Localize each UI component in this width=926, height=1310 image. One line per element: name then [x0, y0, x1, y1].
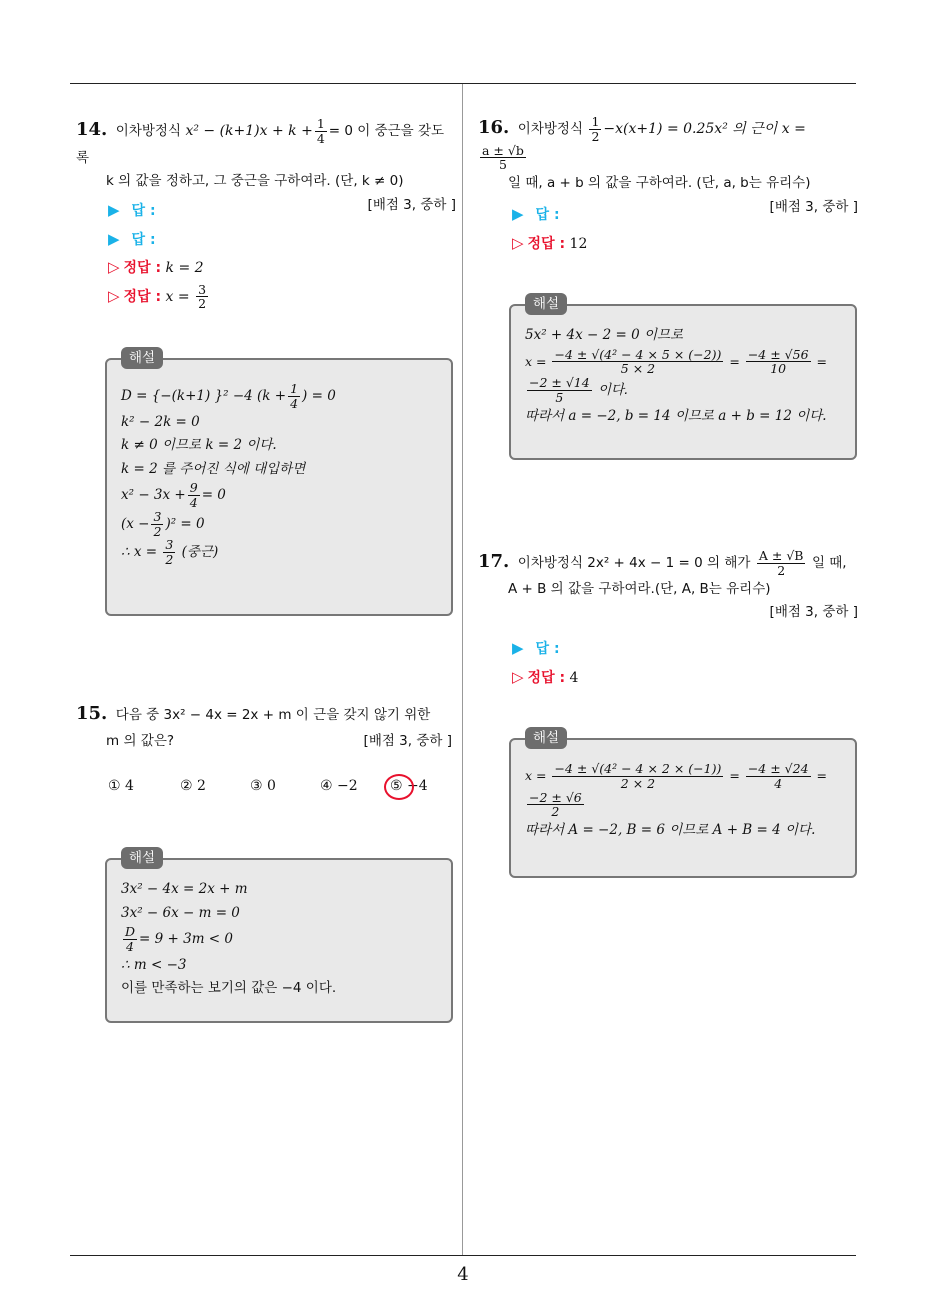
question-15 — [76, 698, 452, 753]
choice-1[interactable]: ① 4 — [108, 778, 134, 794]
play-icon: ▶ — [108, 229, 120, 248]
fraction: $\frac{A \pm √B}{2}$ — [758, 547, 804, 578]
outline-triangle-icon: ▷ — [108, 286, 120, 305]
play-icon: ▶ — [512, 205, 524, 223]
solution-line: k ≠ 0 이므로 k = 2 이다. — [121, 437, 277, 454]
solution-line: $\frac{-2 \pm √14}{5}$ 이다. — [529, 375, 629, 405]
explanation-box-14 — [105, 350, 453, 616]
answer-line[interactable] — [108, 225, 210, 254]
solution-line: 3x² − 4x = 2x + m — [121, 881, 248, 897]
outline-triangle-icon: ▷ — [512, 233, 524, 252]
answer-area-16 — [512, 200, 587, 257]
question-text: 이차방정식 — [115, 123, 181, 139]
solution-line: x = $\frac{\text{−4 ± √(4² − 4 × 2 × (−1))}}{2 \times 2}$ = $\frac{-4 \pm √24}{4}$ = — [525, 761, 828, 791]
correct-label: 정답 : — [527, 235, 566, 252]
page-number: 4 — [457, 1264, 469, 1285]
solution-line: 이를 만족하는 보기의 값은 −4 이다. — [121, 980, 337, 997]
solution-line: k = 2 를 주어진 식에 대입하면 — [121, 460, 306, 477]
fraction: $\frac{3}{2}$ — [198, 281, 207, 312]
answer-line[interactable] — [108, 196, 210, 225]
grade-label: [배점 3, 중하 ] — [769, 198, 858, 215]
correct-answer: k = 2 — [165, 260, 204, 277]
question-text-line2: 일 때, a + b 의 값을 구하여라. (단, a, b는 유리수) — [508, 175, 811, 191]
choice-4[interactable]: ④ −2 — [320, 778, 358, 794]
selected-circle-mark — [384, 774, 414, 800]
correct-label: 정답 : — [123, 288, 162, 305]
answer-area-14 — [108, 196, 210, 311]
solution-line: (x − $\frac{3}{2}$ )² = 0 — [121, 508, 205, 539]
grade-label: [배점 3, 중하 ] — [363, 732, 452, 749]
choice-3[interactable]: ③ 0 — [250, 778, 276, 794]
correct-answer: 4 — [569, 669, 579, 686]
correct-label: 정답 : — [527, 669, 566, 686]
choice-2[interactable]: ② 2 — [180, 778, 206, 794]
grade-label: [배점 3, 중하 ] — [367, 196, 456, 213]
bottom-rule — [70, 1255, 856, 1256]
choice-5[interactable]: ⑤ −4 — [390, 778, 428, 794]
question-17 — [478, 546, 858, 625]
grade-label: [배점 3, 중하 ] — [769, 604, 858, 621]
answer-label: 답 : — [535, 207, 560, 223]
explanation-tag: 해설 — [121, 347, 163, 369]
equation: x² − (k+1)x + k + — [185, 123, 313, 139]
question-text-tail: 일 때, — [811, 555, 847, 571]
question-text-line2: A + B 의 값을 구하여라.(단, A, B는 유리수) — [508, 580, 771, 597]
explanation-tag: 해설 — [525, 727, 567, 749]
equation: −x(x+1) = 0.25x² 의 근이 x = — [603, 121, 806, 137]
correct-answer: x = — [165, 288, 190, 305]
solution-line: $\frac{-2 \pm √6}{2}$ — [529, 789, 582, 820]
solution-line: 따라서 a = −2, b = 14 이므로 a + b = 12 이다. — [525, 407, 827, 424]
question-number: 15. — [76, 703, 108, 724]
question-number: 16. — [478, 117, 510, 138]
outline-triangle-icon: ▷ — [512, 667, 524, 686]
answer-line[interactable] — [512, 634, 578, 663]
play-icon: ▶ — [108, 201, 120, 219]
solution-line: x = $\frac{\text{−4 ± √(4² − 4 × 5 × (−2))}}{5 \times 2}$ = $\frac{-4 \pm √56}{10}$ = — [525, 346, 828, 377]
question-text: 이차방정식 — [517, 121, 583, 137]
question-text: 이차방정식 2x² + 4x − 1 = 0 의 해가 — [517, 555, 751, 571]
fraction: $\frac{1}{2}$ — [591, 113, 600, 144]
play-icon: ▶ — [512, 639, 524, 657]
correct-answer: 12 — [569, 235, 588, 252]
explanation-box-15 — [105, 850, 453, 1023]
answer-label: 답 : — [131, 231, 156, 248]
solution-line: $\frac{D}{4}$ = 9 + 3m < 0 — [125, 924, 233, 954]
explanation-tag: 해설 — [121, 847, 163, 869]
explanation-box-17 — [509, 730, 857, 878]
solution-line: D = {−(k+1) }² −4 (k + $\frac{1}{4}$ ) = 0 — [121, 381, 336, 411]
solution-line: ∴ x = $\frac{3}{2}$ (중근) — [121, 537, 219, 568]
solution-line: x² − 3x + $\frac{9}{4}$ = 0 — [121, 480, 226, 511]
correct-label: 정답 : — [123, 260, 162, 277]
question-text-line2: m 의 값은? — [106, 732, 175, 749]
solution-line: k² − 2k = 0 — [121, 413, 200, 430]
solution-line: 3x² − 6x − m = 0 — [121, 904, 240, 921]
answer-area-17 — [512, 634, 578, 691]
top-rule — [70, 83, 856, 84]
question-number: 14. — [76, 119, 108, 140]
outline-triangle-icon: ▷ — [108, 258, 120, 277]
answer-label: 답 : — [131, 203, 156, 219]
solution-line: 5x² + 4x − 2 = 0 이므로 — [525, 327, 684, 343]
answer-label: 답 : — [535, 641, 560, 657]
fraction: $\frac{1}{4}$ — [316, 115, 325, 146]
choices-15 — [108, 778, 448, 798]
equation-tail: = 0 이 중근을 갖도록 — [76, 123, 445, 166]
fraction: $\frac{a \pm √b}{5}$ — [482, 142, 524, 173]
question-number: 17. — [478, 551, 510, 572]
question-text: 다음 중 3x² − 4x = 2x + m 이 근을 갖지 않기 위한 — [115, 707, 431, 723]
solution-line: 따라서 A = −2, B = 6 이므로 A + B = 4 이다. — [525, 822, 816, 838]
answer-line[interactable] — [512, 200, 587, 229]
explanation-box-16 — [509, 296, 857, 460]
question-text-line2: k 의 값을 정하고, 그 중근을 구하여라. (단, k ≠ 0) — [106, 173, 404, 190]
explanation-tag: 해설 — [525, 293, 567, 315]
column-divider — [462, 84, 463, 1256]
solution-line: ∴ m < −3 — [121, 956, 187, 973]
